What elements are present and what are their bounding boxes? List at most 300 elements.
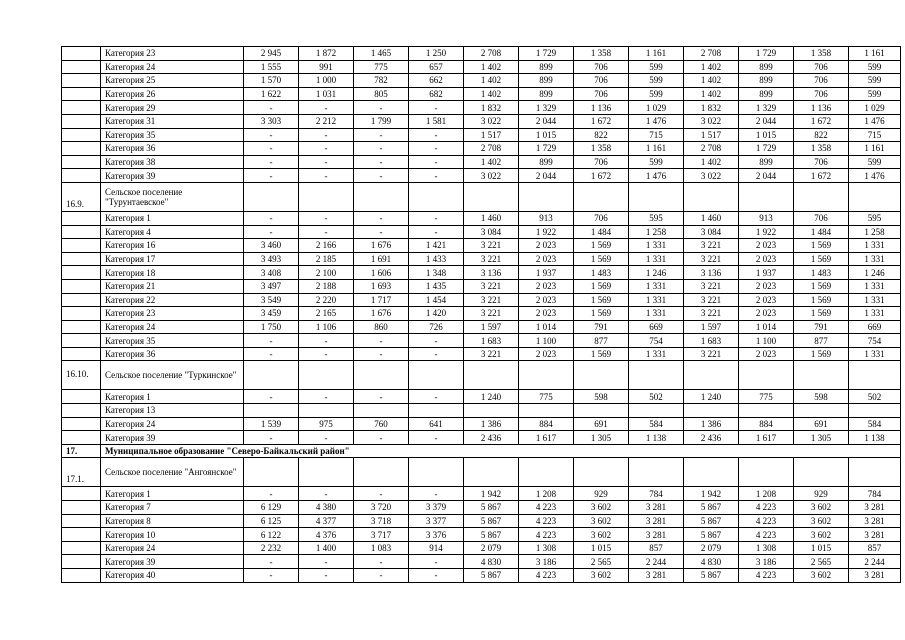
- empty-cell: [629, 458, 684, 487]
- category-label: Категория 24: [101, 60, 244, 74]
- category-label: Категория 39: [101, 169, 244, 183]
- value-cell: 1 569: [794, 279, 849, 293]
- value-cell: 1 386: [684, 417, 739, 431]
- table-row: [62, 528, 901, 542]
- value-cell: 1 161: [849, 142, 901, 156]
- value-cell: 1 433: [409, 252, 464, 266]
- row-number-cell: [62, 74, 101, 88]
- value-cell: 1 622: [244, 87, 299, 101]
- value-cell: 2 023: [519, 307, 574, 321]
- value-cell: 3 186: [739, 555, 794, 569]
- value-cell: 784: [629, 487, 684, 501]
- value-cell: 791: [574, 320, 629, 334]
- value-cell: 1 476: [629, 169, 684, 183]
- value-cell: 4 223: [519, 569, 574, 583]
- value-cell: 1 331: [849, 239, 901, 253]
- category-label: Категория 39: [101, 431, 244, 445]
- value-cell: 1 402: [684, 60, 739, 74]
- value-cell: -: [299, 569, 354, 583]
- row-number-cell: [62, 266, 101, 280]
- value-cell: -: [244, 555, 299, 569]
- value-cell: 3 717: [354, 528, 409, 542]
- value-cell: 706: [794, 87, 849, 101]
- value-cell: 1 476: [629, 114, 684, 128]
- empty-cell: [574, 458, 629, 487]
- value-cell: 2 436: [464, 431, 519, 445]
- value-cell: 1 083: [354, 541, 409, 555]
- value-cell: -: [409, 225, 464, 239]
- value-cell: [519, 404, 574, 418]
- table-row: [62, 279, 901, 293]
- value-cell: 1 729: [739, 142, 794, 156]
- value-cell: 1 106: [299, 320, 354, 334]
- value-cell: 1 942: [464, 487, 519, 501]
- value-cell: 1 483: [574, 266, 629, 280]
- value-cell: 662: [409, 74, 464, 88]
- settlement-header-row: [62, 361, 901, 390]
- empty-cell: [354, 361, 409, 390]
- section-number: 17.: [62, 444, 101, 458]
- value-cell: -: [299, 334, 354, 348]
- value-cell: 3 281: [849, 514, 901, 528]
- value-cell: 1 331: [629, 279, 684, 293]
- value-cell: -: [244, 431, 299, 445]
- value-cell: 2 244: [849, 555, 901, 569]
- value-cell: 1 329: [739, 101, 794, 115]
- table-row: [62, 114, 901, 128]
- table-row: [62, 211, 901, 225]
- empty-cell: [629, 361, 684, 390]
- settlement-header-row: [62, 458, 901, 487]
- value-cell: 1 569: [574, 279, 629, 293]
- empty-cell: [464, 361, 519, 390]
- row-number-cell: [62, 169, 101, 183]
- empty-cell: [519, 458, 574, 487]
- value-cell: 715: [629, 128, 684, 142]
- value-cell: -: [354, 128, 409, 142]
- value-cell: 1 015: [739, 128, 794, 142]
- value-cell: 2 023: [739, 347, 794, 361]
- value-cell: 1 717: [354, 293, 409, 307]
- table-row: [62, 347, 901, 361]
- value-cell: 2 044: [519, 114, 574, 128]
- category-label: Категория 23: [101, 47, 244, 61]
- value-cell: 706: [574, 60, 629, 74]
- value-cell: [354, 404, 409, 418]
- value-cell: 3 221: [684, 279, 739, 293]
- value-cell: -: [409, 487, 464, 501]
- value-cell: 1 672: [794, 114, 849, 128]
- value-cell: 1 402: [684, 74, 739, 88]
- value-cell: 2 023: [739, 307, 794, 321]
- value-cell: -: [354, 569, 409, 583]
- value-cell: 877: [794, 334, 849, 348]
- empty-cell: [629, 182, 684, 211]
- value-cell: [849, 404, 901, 418]
- table-row: [62, 487, 901, 501]
- value-cell: 1 676: [354, 307, 409, 321]
- table-row: [62, 431, 901, 445]
- value-cell: 1 015: [519, 128, 574, 142]
- value-cell: -: [354, 211, 409, 225]
- category-label: Категория 29: [101, 101, 244, 115]
- settlement-name: Сельское поселение "Турунтаевское": [101, 182, 244, 211]
- table-row: [62, 101, 901, 115]
- value-cell: -: [244, 225, 299, 239]
- value-cell: 3 379: [409, 501, 464, 515]
- table-row: [62, 514, 901, 528]
- value-cell: 1 729: [519, 142, 574, 156]
- empty-cell: [409, 458, 464, 487]
- value-cell: 4 223: [519, 514, 574, 528]
- category-label: Категория 40: [101, 569, 244, 583]
- value-cell: -: [409, 334, 464, 348]
- value-cell: 669: [629, 320, 684, 334]
- value-cell: 1 569: [794, 293, 849, 307]
- value-cell: 691: [794, 417, 849, 431]
- municipality-name: Муниципальное образование "Северо-Байкальский район": [101, 444, 901, 458]
- value-cell: 2 100: [299, 266, 354, 280]
- value-cell: -: [299, 555, 354, 569]
- value-cell: -: [354, 225, 409, 239]
- value-cell: [739, 404, 794, 418]
- value-cell: 2 436: [684, 431, 739, 445]
- value-cell: 669: [849, 320, 901, 334]
- empty-cell: [574, 182, 629, 211]
- value-cell: 584: [849, 417, 901, 431]
- value-cell: 1 421: [409, 239, 464, 253]
- value-cell: 2 232: [244, 541, 299, 555]
- section-number: 16.9.: [62, 182, 101, 211]
- value-cell: -: [299, 155, 354, 169]
- row-number-cell: [62, 239, 101, 253]
- row-number-cell: [62, 390, 101, 404]
- value-cell: 3 281: [849, 569, 901, 583]
- row-number-cell: [62, 347, 101, 361]
- value-cell: 1 161: [629, 142, 684, 156]
- value-cell: 599: [849, 74, 901, 88]
- section-number: 16.10.: [62, 361, 101, 390]
- category-label: Категория 18: [101, 266, 244, 280]
- empty-cell: [849, 458, 901, 487]
- value-cell: 1 161: [849, 47, 901, 61]
- value-cell: 1 138: [629, 431, 684, 445]
- value-cell: 1 331: [629, 347, 684, 361]
- value-cell: 760: [354, 417, 409, 431]
- value-cell: 5 867: [464, 569, 519, 583]
- value-cell: -: [244, 390, 299, 404]
- value-cell: 899: [519, 155, 574, 169]
- category-label: Категория 35: [101, 334, 244, 348]
- empty-cell: [849, 182, 901, 211]
- table-row: [62, 252, 901, 266]
- value-cell: 1 348: [409, 266, 464, 280]
- value-cell: [464, 404, 519, 418]
- value-cell: 4 380: [299, 501, 354, 515]
- value-cell: 914: [409, 541, 464, 555]
- value-cell: -: [409, 128, 464, 142]
- value-cell: 1 691: [354, 252, 409, 266]
- category-label: Категория 21: [101, 279, 244, 293]
- value-cell: 991: [299, 60, 354, 74]
- value-cell: 2 023: [519, 252, 574, 266]
- value-cell: 1 569: [574, 307, 629, 321]
- value-cell: 1 569: [794, 239, 849, 253]
- value-cell: 1 555: [244, 60, 299, 74]
- value-cell: 1 465: [354, 47, 409, 61]
- value-cell: 1 460: [464, 211, 519, 225]
- row-number-cell: [62, 320, 101, 334]
- value-cell: 754: [849, 334, 901, 348]
- value-cell: 1 402: [464, 74, 519, 88]
- row-number-cell: [62, 87, 101, 101]
- row-number-cell: [62, 541, 101, 555]
- value-cell: 1 402: [684, 87, 739, 101]
- value-cell: 1 750: [244, 320, 299, 334]
- value-cell: 706: [794, 74, 849, 88]
- empty-cell: [464, 182, 519, 211]
- value-cell: 929: [794, 487, 849, 501]
- value-cell: 1 402: [464, 155, 519, 169]
- value-cell: 3 281: [629, 501, 684, 515]
- value-cell: 1 331: [849, 252, 901, 266]
- value-cell: 6 129: [244, 501, 299, 515]
- value-cell: 3 221: [464, 307, 519, 321]
- value-cell: 899: [739, 155, 794, 169]
- empty-cell: [519, 182, 574, 211]
- value-cell: 784: [849, 487, 901, 501]
- value-cell: [244, 404, 299, 418]
- value-cell: 3 186: [519, 555, 574, 569]
- category-label: Категория 36: [101, 142, 244, 156]
- value-cell: 4 377: [299, 514, 354, 528]
- table-row: [62, 225, 901, 239]
- value-cell: -: [354, 431, 409, 445]
- value-cell: 1 138: [849, 431, 901, 445]
- value-cell: 4 830: [464, 555, 519, 569]
- value-cell: 1 358: [794, 142, 849, 156]
- row-number-cell: [62, 487, 101, 501]
- value-cell: 1 240: [464, 390, 519, 404]
- empty-cell: [684, 458, 739, 487]
- row-number-cell: [62, 431, 101, 445]
- value-cell: 3 602: [574, 528, 629, 542]
- value-cell: 3 602: [574, 514, 629, 528]
- value-cell: 1 358: [574, 47, 629, 61]
- value-cell: [299, 404, 354, 418]
- value-cell: 2 565: [574, 555, 629, 569]
- value-cell: 2 212: [299, 114, 354, 128]
- empty-cell: [299, 361, 354, 390]
- value-cell: 1 569: [574, 239, 629, 253]
- empty-cell: [409, 361, 464, 390]
- value-cell: 1 569: [794, 307, 849, 321]
- value-cell: 822: [794, 128, 849, 142]
- value-cell: 3 459: [244, 307, 299, 321]
- empty-cell: [464, 458, 519, 487]
- value-cell: -: [244, 211, 299, 225]
- value-cell: 706: [794, 155, 849, 169]
- value-cell: 1 597: [464, 320, 519, 334]
- value-cell: 913: [519, 211, 574, 225]
- value-cell: 3 022: [684, 169, 739, 183]
- value-cell: -: [244, 142, 299, 156]
- value-cell: 2 945: [244, 47, 299, 61]
- empty-cell: [519, 361, 574, 390]
- category-label: Категория 24: [101, 417, 244, 431]
- value-cell: 884: [739, 417, 794, 431]
- value-cell: 1 136: [794, 101, 849, 115]
- value-cell: 4 223: [739, 514, 794, 528]
- value-cell: 3 136: [464, 266, 519, 280]
- value-cell: 775: [519, 390, 574, 404]
- value-cell: 3 136: [684, 266, 739, 280]
- value-cell: 1 597: [684, 320, 739, 334]
- value-cell: 1 476: [849, 114, 901, 128]
- value-cell: 1 937: [519, 266, 574, 280]
- value-cell: 4 223: [739, 501, 794, 515]
- table-row: [62, 293, 901, 307]
- value-cell: 5 867: [464, 501, 519, 515]
- row-number-cell: [62, 47, 101, 61]
- value-cell: 599: [629, 74, 684, 88]
- value-cell: 1 358: [574, 142, 629, 156]
- value-cell: [574, 404, 629, 418]
- table-row: [62, 555, 901, 569]
- value-cell: -: [299, 347, 354, 361]
- value-cell: 1 581: [409, 114, 464, 128]
- value-cell: 1 606: [354, 266, 409, 280]
- value-cell: 1 683: [464, 334, 519, 348]
- category-label: Категория 17: [101, 252, 244, 266]
- value-cell: -: [244, 101, 299, 115]
- value-cell: 2 079: [464, 541, 519, 555]
- value-cell: [794, 404, 849, 418]
- value-cell: 3 602: [794, 569, 849, 583]
- value-cell: 2 023: [739, 293, 794, 307]
- value-cell: 1 208: [739, 487, 794, 501]
- category-label: Категория 8: [101, 514, 244, 528]
- value-cell: [684, 404, 739, 418]
- value-cell: 1 014: [739, 320, 794, 334]
- category-label: Категория 24: [101, 320, 244, 334]
- value-cell: -: [299, 142, 354, 156]
- value-cell: 822: [574, 128, 629, 142]
- table-row: [62, 334, 901, 348]
- table-row: [62, 239, 901, 253]
- value-cell: 2 023: [519, 293, 574, 307]
- value-cell: 1 308: [519, 541, 574, 555]
- category-label: Категория 16: [101, 239, 244, 253]
- value-cell: 899: [739, 60, 794, 74]
- value-cell: 598: [794, 390, 849, 404]
- value-cell: 595: [849, 211, 901, 225]
- value-cell: 502: [629, 390, 684, 404]
- value-cell: -: [244, 347, 299, 361]
- value-cell: 3 221: [684, 293, 739, 307]
- table-row: [62, 128, 901, 142]
- value-cell: 1 729: [519, 47, 574, 61]
- value-cell: 1 402: [464, 87, 519, 101]
- value-cell: 1 729: [739, 47, 794, 61]
- value-cell: -: [354, 101, 409, 115]
- value-cell: 1 246: [629, 266, 684, 280]
- value-cell: 2 023: [519, 279, 574, 293]
- value-cell: 1 331: [849, 347, 901, 361]
- value-cell: 706: [794, 211, 849, 225]
- value-cell: 1 676: [354, 239, 409, 253]
- value-cell: 3 281: [629, 514, 684, 528]
- value-cell: -: [244, 334, 299, 348]
- empty-cell: [739, 458, 794, 487]
- value-cell: 657: [409, 60, 464, 74]
- value-cell: 1 305: [574, 431, 629, 445]
- value-cell: 4 223: [739, 528, 794, 542]
- value-cell: 3 493: [244, 252, 299, 266]
- value-cell: 857: [629, 541, 684, 555]
- value-cell: -: [354, 155, 409, 169]
- value-cell: 1 000: [299, 74, 354, 88]
- value-cell: 1 922: [519, 225, 574, 239]
- row-number-cell: [62, 307, 101, 321]
- value-cell: 3 376: [409, 528, 464, 542]
- value-cell: 1 569: [574, 252, 629, 266]
- value-cell: 599: [629, 155, 684, 169]
- value-cell: 1 208: [519, 487, 574, 501]
- value-cell: 1 031: [299, 87, 354, 101]
- row-number-cell: [62, 225, 101, 239]
- category-label: Категория 1: [101, 487, 244, 501]
- value-cell: 3 084: [464, 225, 519, 239]
- value-cell: 3 221: [684, 307, 739, 321]
- value-cell: -: [354, 347, 409, 361]
- value-cell: 805: [354, 87, 409, 101]
- value-cell: 3 221: [684, 347, 739, 361]
- value-cell: 929: [574, 487, 629, 501]
- value-cell: 1 460: [684, 211, 739, 225]
- value-cell: 1 386: [464, 417, 519, 431]
- value-cell: 599: [849, 155, 901, 169]
- value-cell: -: [409, 211, 464, 225]
- value-cell: 2 565: [794, 555, 849, 569]
- value-cell: -: [409, 155, 464, 169]
- value-cell: 791: [794, 320, 849, 334]
- row-number-cell: [62, 555, 101, 569]
- value-cell: 3 602: [794, 514, 849, 528]
- value-cell: 857: [849, 541, 901, 555]
- value-cell: -: [244, 155, 299, 169]
- value-cell: 3 460: [244, 239, 299, 253]
- value-cell: 599: [629, 87, 684, 101]
- value-cell: 706: [574, 155, 629, 169]
- table-row: [62, 404, 901, 418]
- value-cell: 1 872: [299, 47, 354, 61]
- value-cell: 6 122: [244, 528, 299, 542]
- value-cell: 1 329: [519, 101, 574, 115]
- value-cell: 4 223: [519, 528, 574, 542]
- settlement-header-row: [62, 182, 901, 211]
- category-label: Категория 26: [101, 87, 244, 101]
- value-cell: 1 693: [354, 279, 409, 293]
- category-label: Категория 39: [101, 555, 244, 569]
- value-cell: 3 408: [244, 266, 299, 280]
- value-cell: 975: [299, 417, 354, 431]
- value-cell: 2 044: [519, 169, 574, 183]
- empty-cell: [244, 458, 299, 487]
- value-cell: 1 358: [794, 47, 849, 61]
- value-cell: 3 022: [464, 114, 519, 128]
- value-cell: 1 942: [684, 487, 739, 501]
